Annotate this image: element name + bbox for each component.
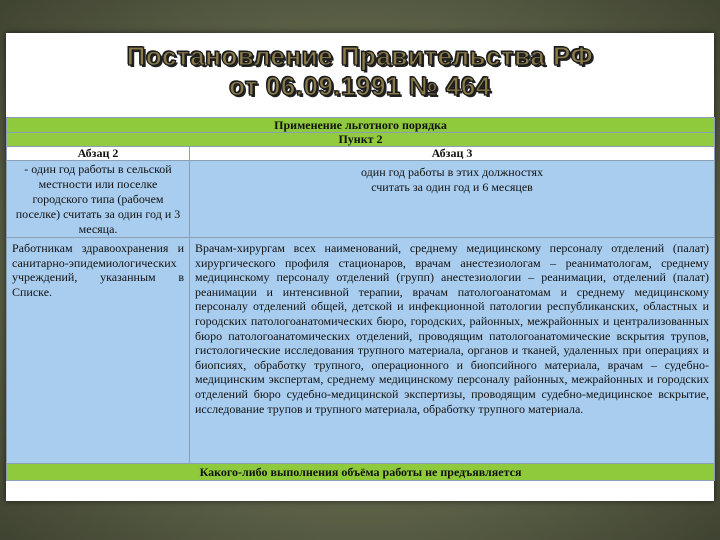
cell-row2-col2: Врачам-хирургам всех наименований, среднему медицинскому персоналу отделений (палат) хирургического профиля стационаров, врачам анестезиологам – реаниматологам, среднему медицинскому персоналу отделений (групп) анестезиологии – реанимации, отделений (палат) реанимации и интенсивной терапии, врачам патологоанатомам и среднему медицинскому персоналу отделений общей, детской и инфекционной патологии республиканских, областных и городских патологоанатомических бюро, городских, районных, межрайонных и централизованных бюро патологоанатомических отделений, проводящим патологоанатомические вскрытия трупов, гистологические исследования трупного материала, органов и тканей, удаленных при операциях и биопсиях, обработку трупного, операционного и биопсийного материала, врачам – судебно-медицинским экспертам, среднему медицинскому персоналу районных, межрайонных и городских отделений бюро судебно-медицинской экспертизы, проводящим судебно-медицинское вскрытие, исследование трупов и трупного материала, обработку трупного материала. (190, 238, 715, 464)
cell-row1-col2-text: один год работы в этих должностях считать за один год и 6 месяцев (361, 165, 543, 194)
table-subheader: Пункт 2 (7, 133, 715, 147)
title-line-1: Постановление Правительства РФ (126, 41, 594, 71)
title-line-2: от 06.09.1991 № 464 (229, 71, 491, 101)
cell-row1-col1: - один год работы в сельской местности или поселке городского типа (рабочем поселке) считать за один год и 3 месяца. (7, 161, 190, 238)
column-header-2: Абзац 3 (190, 147, 715, 161)
slide-title (6, 41, 714, 101)
slide (6, 33, 714, 501)
table-header: Применение льготного порядка (7, 118, 715, 133)
column-header-1: Абзац 2 (7, 147, 190, 161)
cell-row2-col1: Работникам здравоохранения и санитарно-эпидемиологических учреждений, указанным в Списке. (7, 238, 190, 464)
benefit-table (6, 117, 715, 481)
table-footer: Какого-либо выполнения объёма работы не предъявляется (7, 464, 715, 481)
cell-row1-col2 (190, 161, 715, 238)
